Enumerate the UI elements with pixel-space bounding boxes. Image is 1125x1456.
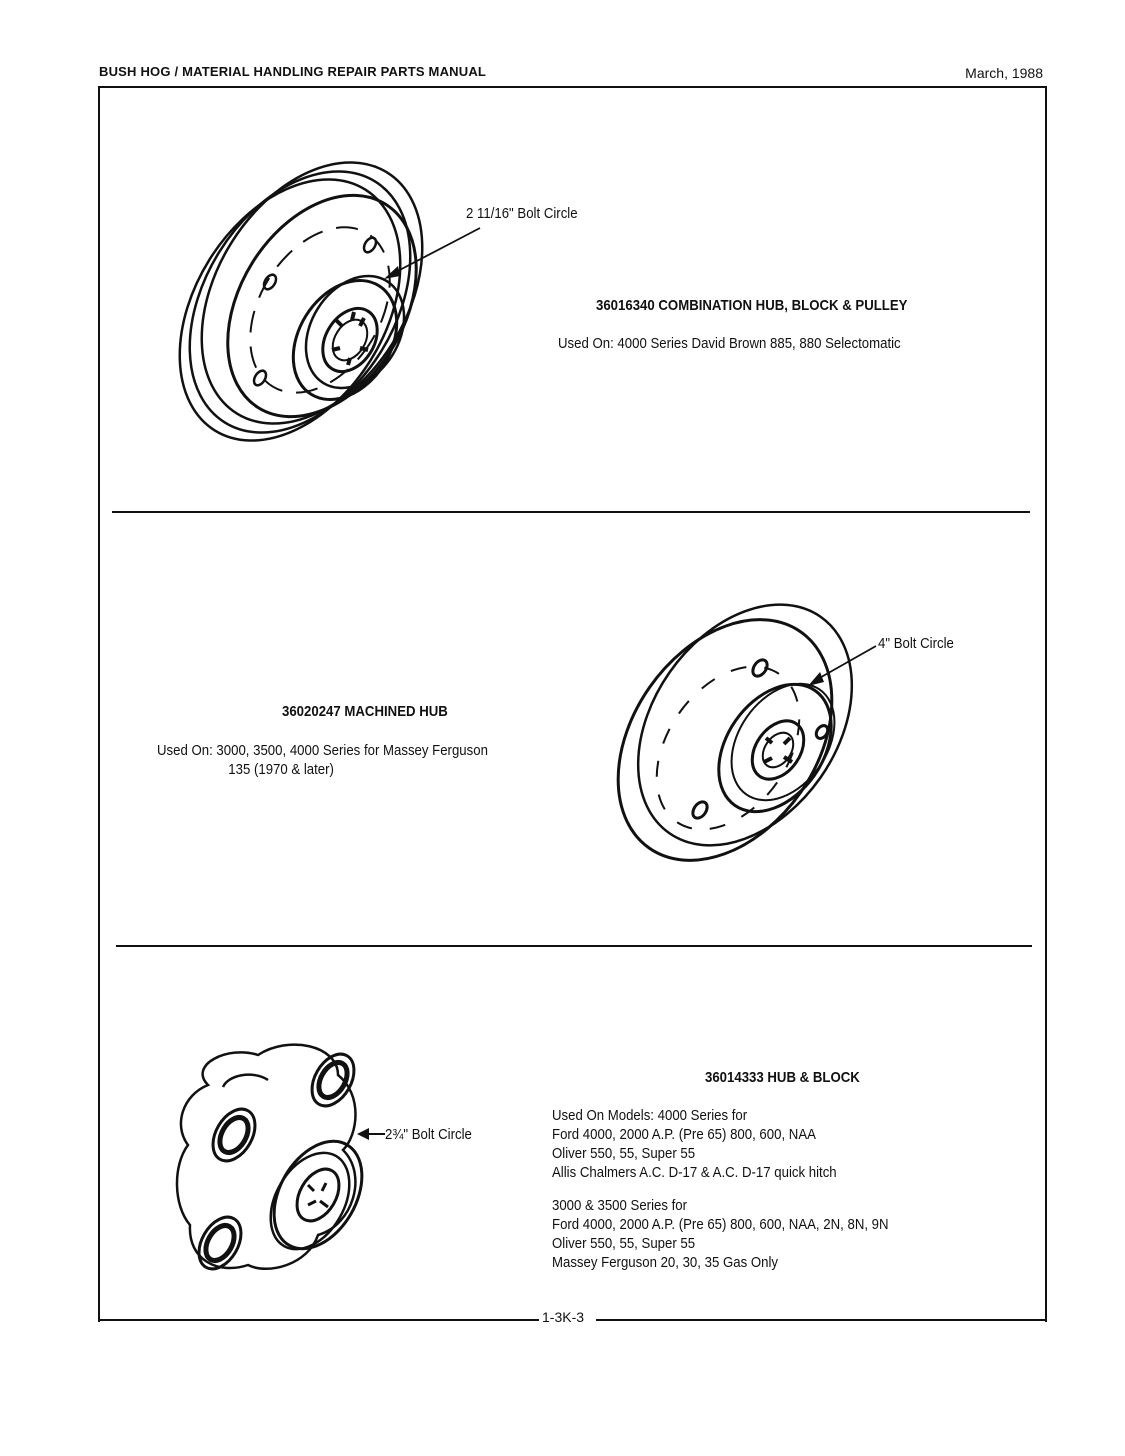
- used-on-3b-line-1: 3000 & 3500 Series for: [552, 1197, 688, 1214]
- used-on-2-line-2: 135 (1970 & later): [228, 761, 334, 778]
- section-divider-1: [112, 511, 1030, 513]
- used-on-2-line-1: Used On: 3000, 3500, 4000 Series for Massey Ferguson: [157, 742, 488, 759]
- used-on-3-line-3: Oliver 550, 55, Super 55: [552, 1145, 696, 1162]
- used-on-2: [157, 741, 488, 779]
- hub-block-illustration: [168, 1025, 378, 1285]
- machined-hub-illustration: [600, 600, 870, 870]
- used-on-3-line-4: Allis Chalmers A.C. D-17 & A.C. D-17 quick hitch: [552, 1164, 837, 1181]
- part-title-2: 36020247 MACHINED HUB: [282, 703, 448, 720]
- used-on-3b: [552, 1196, 889, 1272]
- part-title-1: 36016340 COMBINATION HUB, BLOCK & PULLEY: [596, 297, 908, 314]
- used-on-3b-line-3: Oliver 550, 55, Super 55: [552, 1235, 696, 1252]
- bolt-circle-leader-3: [355, 1124, 387, 1144]
- used-on-3b-line-4: Massey Ferguson 20, 30, 35 Gas Only: [552, 1254, 778, 1271]
- manual-title: BUSH HOG / MATERIAL HANDLING REPAIR PARTS MANUAL: [99, 64, 487, 79]
- used-on-3-line-2: Ford 4000, 2000 A.P. (Pre 65) 800, 600, NAA: [552, 1126, 816, 1143]
- used-on-1: Used On: 4000 Series David Brown 885, 880 Selectomatic: [558, 335, 901, 352]
- bolt-circle-label-2: 4" Bolt Circle: [878, 635, 954, 652]
- page-number: 1-3K-3: [542, 1309, 585, 1325]
- section-divider-2: [116, 945, 1032, 947]
- bolt-circle-leader-1: [380, 224, 490, 284]
- pulley-hub-illustration: [150, 160, 450, 470]
- bolt-circle-label-1: 2 11/16" Bolt Circle: [466, 205, 578, 222]
- bottom-rule-right: [596, 1319, 1045, 1321]
- used-on-3: [552, 1106, 837, 1182]
- used-on-3b-line-2: Ford 4000, 2000 A.P. (Pre 65) 800, 600, NAA, 2N, 8N, 9N: [552, 1216, 889, 1233]
- bolt-circle-leader-2: [800, 642, 880, 692]
- bottom-rule-left: [98, 1319, 539, 1321]
- bolt-circle-label-3: 2¾" Bolt Circle: [385, 1126, 472, 1143]
- manual-date: March, 1988: [965, 65, 1043, 81]
- part-title-3: 36014333 HUB & BLOCK: [705, 1069, 860, 1086]
- used-on-3-line-1: Used On Models: 4000 Series for: [552, 1107, 748, 1124]
